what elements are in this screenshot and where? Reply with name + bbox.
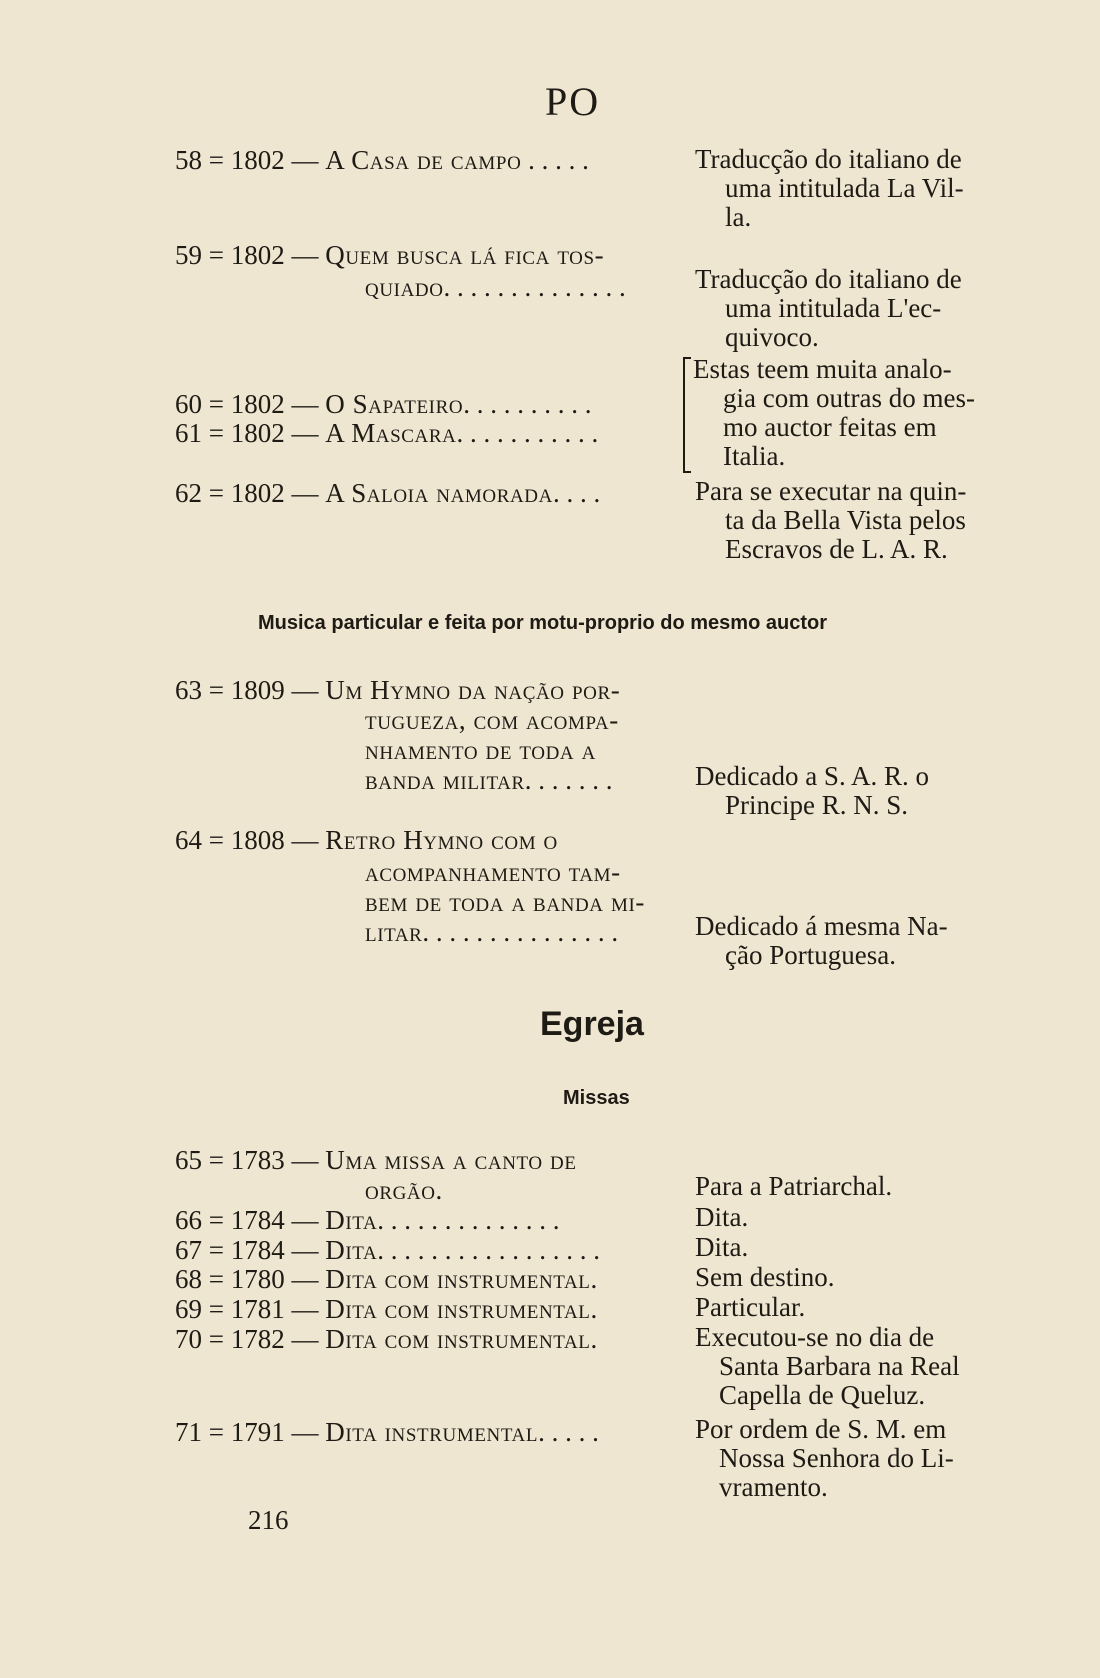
list-item — [365, 917, 618, 947]
list-item — [365, 272, 626, 302]
entry-number: 61 — [175, 418, 202, 448]
entry-year: 1808 — [230, 825, 285, 855]
list-item: 65 = 1783 — Uma missa a canto de — [175, 1145, 577, 1175]
list-item: 62 = 1802 — A Saloia namorada. . . . — [175, 478, 601, 508]
entry-year: 1780 — [230, 1264, 285, 1294]
description-line: Executou-se no dia de — [695, 1322, 935, 1352]
list-item: 61 = 1802 — A Mascara. . . . . . . . . . . — [175, 418, 599, 448]
entry-number: 64 — [175, 825, 202, 855]
entry-title: Uma missa a canto de — [325, 1145, 577, 1175]
entry-title: Retro Hymno com o — [325, 825, 558, 855]
description-line: Dedicado a S. A. R. o — [695, 761, 929, 791]
entry-dots: . . . . . . . . . . . . . . . . . — [377, 1235, 601, 1265]
entry-number: 66 — [175, 1205, 202, 1235]
entry-year: 1809 — [230, 675, 285, 705]
list-item: 67 = 1784 — Dita. . . . . . . . . . . . . . . . . — [175, 1235, 601, 1265]
entry-number: 63 — [175, 675, 202, 705]
entry-number: 68 — [175, 1264, 202, 1294]
entry-number: 59 — [175, 240, 202, 270]
entry-year: 1802 — [230, 478, 285, 508]
entry-title: acompanhamento tam- — [365, 857, 621, 887]
description-line: quivoco. — [725, 322, 819, 352]
description-line: Dedicado á mesma Na- — [695, 911, 948, 941]
entry-description — [695, 1415, 954, 1502]
entry-description — [693, 355, 975, 471]
entry-year: 1802 — [230, 418, 285, 448]
list-item: 63 = 1809 — Um Hymno da nação por- — [175, 675, 621, 705]
description-line: vramento. — [719, 1472, 828, 1502]
entry-description — [695, 265, 962, 352]
entry-title: Dita — [325, 1235, 378, 1265]
entry-dots: . . . . . . . . . . . — [456, 418, 599, 448]
entry-number: 62 — [175, 478, 202, 508]
entry-year: 1781 — [230, 1294, 285, 1324]
description-line: Para se executar na quin- — [695, 476, 967, 506]
entry-year: 1791 — [230, 1417, 285, 1447]
description-line: Capella de Queluz. — [719, 1380, 926, 1410]
subsection-heading: Missas — [563, 1087, 630, 1109]
entry-title: Quem busca lá fica tos- — [325, 240, 605, 270]
description-line: Traducção do italiano de — [695, 264, 962, 294]
entry-dots: . . . . . . . . . . . . . . — [377, 1205, 560, 1235]
list-item: 69 = 1781 — Dita com instrumental. — [175, 1294, 598, 1324]
entry-description — [695, 477, 966, 564]
description-line: Traducção do italiano de — [695, 144, 962, 174]
entry-dots: . . . . . . . — [524, 765, 613, 795]
description-line: ção Portuguesa. — [725, 940, 896, 970]
entry-number: 69 — [175, 1294, 202, 1324]
list-item: 71 = 1791 — Dita instrumental. . . . . — [175, 1417, 599, 1447]
entry-title: A Mascara — [325, 418, 457, 448]
entry-description — [695, 1323, 960, 1410]
description-line: Estas teem muita analo- — [693, 354, 952, 384]
entry-dots: . . . . — [552, 478, 601, 508]
section-title: Musica particular e feita por motu-proprio do mesmo auctor — [258, 612, 827, 634]
description-line: la. — [725, 202, 752, 232]
entry-description: Dita. — [695, 1232, 749, 1262]
entry-year: 1802 — [230, 145, 285, 175]
entry-description: Sem destino. — [695, 1262, 835, 1292]
entry-title: Dita — [325, 1205, 378, 1235]
list-item: 70 = 1782 — Dita com instrumental. — [175, 1324, 598, 1354]
entry-number: 70 — [175, 1324, 202, 1354]
entry-year: 1802 — [230, 240, 285, 270]
entry-year: 1802 — [230, 389, 285, 419]
entry-title: nhamento de toda a — [365, 735, 596, 765]
entry-title: Dita com instrumental. — [325, 1294, 598, 1324]
entry-title: Dita com instrumental. — [325, 1264, 598, 1294]
description-line: uma intitulada La Vil- — [725, 173, 964, 203]
entry-description — [695, 912, 948, 970]
entry-description: Para a Patriarchal. — [695, 1171, 893, 1201]
page-number: 216 — [248, 1505, 289, 1535]
description-line: Nossa Senhora do Li- — [719, 1443, 954, 1473]
entry-title: Um Hymno da nação por- — [325, 675, 621, 705]
entry-number: 71 — [175, 1417, 202, 1447]
section-heading: Egreja — [540, 1005, 644, 1043]
entry-title: orgão. — [365, 1175, 443, 1205]
entry-dots: . . . . . . . . . . — [463, 389, 592, 419]
brace — [683, 357, 691, 473]
entry-number: 67 — [175, 1235, 202, 1265]
list-item: 59 = 1802 — Quem busca lá fica tos- — [175, 240, 605, 270]
description-line: uma intitulada L'ec- — [725, 293, 942, 323]
entry-dots: . . . . . — [521, 145, 589, 175]
entry-title: tugueza, com acompa- — [365, 705, 619, 735]
entry-title: litar — [365, 917, 423, 947]
entry-description — [695, 762, 929, 820]
entry-year: 1784 — [230, 1205, 285, 1235]
entry-title: A Casa de campo — [325, 145, 522, 175]
entry-description: Dita. — [695, 1202, 749, 1232]
list-item: 58 = 1802 — A Casa de campo . . . . . — [175, 145, 589, 175]
description-line: gia com outras do mes- — [723, 383, 975, 413]
description-line: Italia. — [723, 441, 786, 471]
entry-description: Particular. — [695, 1292, 806, 1322]
entry-year: 1782 — [230, 1324, 285, 1354]
entry-title: bem de toda a banda mi- — [365, 887, 645, 917]
entry-number: 65 — [175, 1145, 202, 1175]
entry-dots: . . . . . . . . . . . . . . . — [422, 917, 619, 947]
entry-title: Dita com instrumental. — [325, 1324, 598, 1354]
description-line: ta da Bella Vista pelos — [725, 505, 966, 535]
description-line: mo auctor feitas em — [723, 412, 937, 442]
entry-dots: . . . . . . . . . . . . . . — [443, 272, 626, 302]
entry-dots: . . . . . — [538, 1417, 599, 1447]
entry-description — [695, 145, 964, 232]
list-item: 60 = 1802 — O Sapateiro. . . . . . . . . . — [175, 389, 592, 419]
list-item: 64 = 1808 — Retro Hymno com o — [175, 825, 558, 855]
list-item — [365, 765, 613, 795]
entry-number: 58 — [175, 145, 202, 175]
description-line: Por ordem de S. M. em — [695, 1414, 947, 1444]
entry-title: Dita instrumental — [325, 1417, 539, 1447]
page-header: PO — [545, 79, 601, 124]
description-line: Santa Barbara na Real — [719, 1351, 960, 1381]
entry-title: O Sapateiro — [325, 389, 464, 419]
description-line: Escravos de L. A. R. — [725, 534, 948, 564]
description-line: Principe R. N. S. — [725, 790, 909, 820]
entry-year: 1783 — [230, 1145, 285, 1175]
entry-year: 1784 — [230, 1235, 285, 1265]
list-item: 66 = 1784 — Dita. . . . . . . . . . . . . . — [175, 1205, 560, 1235]
entry-number: 60 — [175, 389, 202, 419]
entry-title: banda militar — [365, 765, 525, 795]
entry-title: A Saloia namorada — [325, 478, 553, 508]
entry-title: quiado — [365, 272, 444, 302]
list-item: 68 = 1780 — Dita com instrumental. — [175, 1264, 598, 1294]
